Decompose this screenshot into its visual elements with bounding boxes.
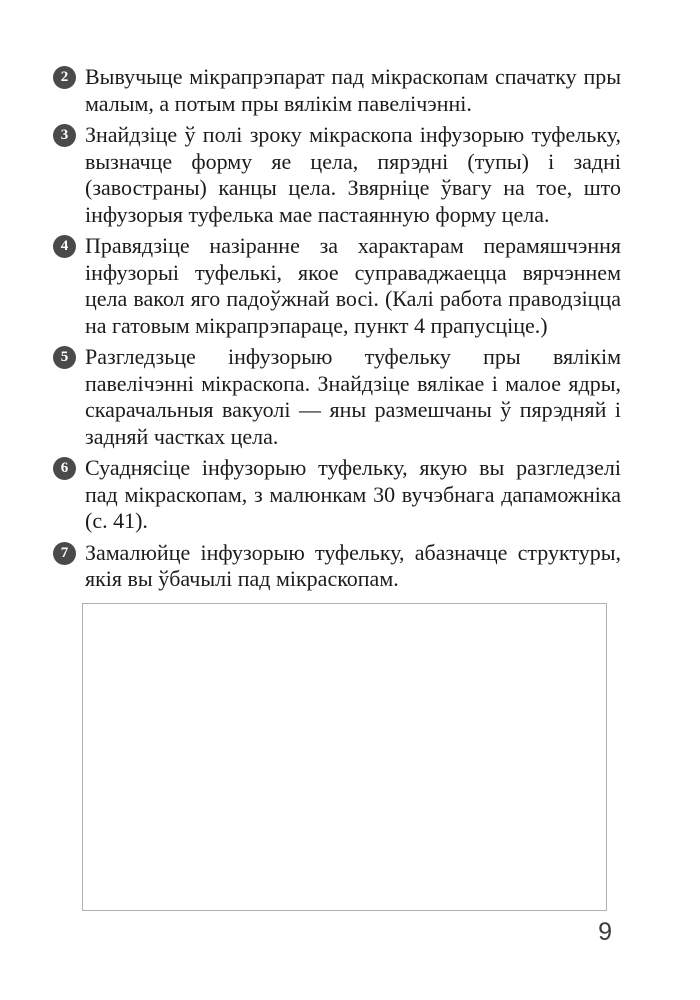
step-text: Знайдзіце ў полі зроку мікраскопа інфузорыю туфельку, вызначце форму яе цела, пярэдні (тупы) і задні (завостраны) канцы цела. Звярніце ўвагу на тое, што інфузорыя туфелька мае пастаянную форму цела. <box>85 122 621 227</box>
step-number-badge: 2 <box>53 66 76 89</box>
step-number-badge: 7 <box>53 542 76 565</box>
step-text: Суаднясіце інфузорыю туфельку, якую вы разгледзелі пад мікраскопам, з малюнкам 30 вучэбнага дапаможніка (с. 41). <box>85 455 621 533</box>
step-text: Разгледзьце інфузорыю туфельку пры вялікім павелічэнні мікраскопа. Знайдзіце вялікае і малое ядры, скарачальныя вакуолі — яны размешчаны ў пярэдняй і задняй частках цела. <box>85 344 621 449</box>
task-step-list <box>53 64 621 598</box>
step-number-badge: 6 <box>53 457 76 480</box>
step-number-badge: 5 <box>53 346 76 369</box>
step-text: Правядзіце назіранне за характарам перамяшчэння інфузорыі туфелькі, якое суправаджаецца вярчэннем цела вакол яго падоўжнай восі. (Калі работа праводзіцца на гатовым мікрапрэпараце, пункт 4 прапусціце.) <box>85 233 621 338</box>
task-step <box>53 122 621 228</box>
step-number-badge: 3 <box>53 124 76 147</box>
step-number-badge: 4 <box>53 235 76 258</box>
step-text: Вывучыце мікрапрэпарат пад мікраскопам спачатку пры малым, а потым пры вялікім павелічэнні. <box>85 64 621 116</box>
task-step <box>53 455 621 535</box>
drawing-area-box <box>82 603 607 911</box>
task-step <box>53 540 621 593</box>
task-step <box>53 344 621 450</box>
step-text: Замалюйце інфузорыю туфельку, абазначце структуры, якія вы ўбачылі пад мікраскопам. <box>85 539 621 591</box>
task-step <box>53 233 621 339</box>
page-number: 9 <box>598 918 612 946</box>
task-step <box>53 64 621 117</box>
